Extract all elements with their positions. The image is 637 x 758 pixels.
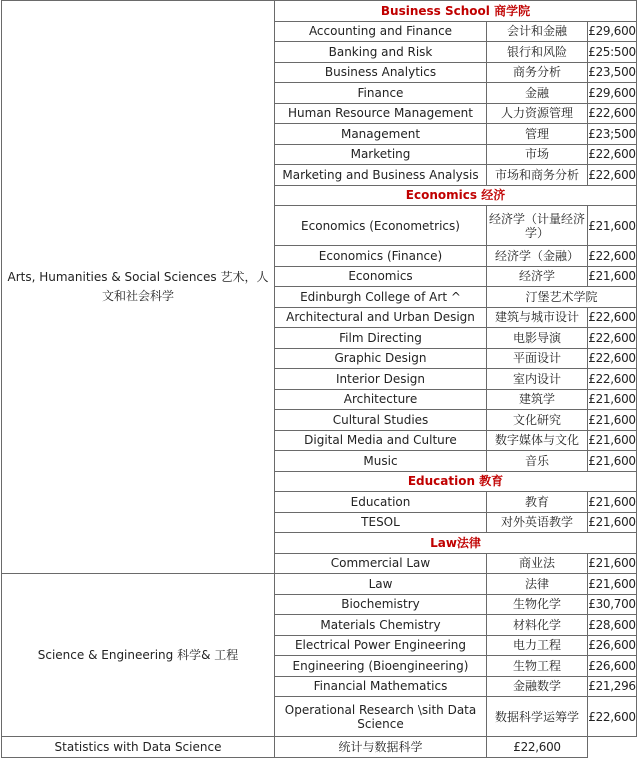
table-row: [2, 574, 637, 595]
category-cell: Science & Engineering 科学& 工程: [2, 574, 275, 737]
program-name-cn: 对外英语教学: [487, 512, 588, 533]
program-name: Music: [275, 451, 487, 472]
program-name: Electrical Power Engineering: [275, 635, 487, 656]
program-name-cn: 生物化学: [487, 594, 588, 615]
tuition-fee: £22,600: [487, 737, 588, 758]
tuition-fee: £21,600: [588, 574, 637, 595]
program-name-cn: 电力工程: [487, 635, 588, 656]
tuition-fee-table: [1, 0, 637, 758]
program-name: Operational Research \sith Data Science: [275, 697, 487, 737]
tuition-fee: £23,500: [588, 62, 637, 83]
program-name: Film Directing: [275, 328, 487, 349]
program-name: Commercial Law: [275, 553, 487, 574]
program-name-cn: 文化研究: [487, 410, 588, 431]
tuition-fee: £22,600: [588, 144, 637, 165]
program-name-cn: 汀堡艺术学院: [487, 287, 637, 308]
program-name: Economics (Econometrics): [275, 206, 487, 246]
section-title: Business School 商学院: [275, 1, 637, 22]
tuition-fee: £26,600: [588, 635, 637, 656]
program-name: Materials Chemistry: [275, 615, 487, 636]
tuition-fee: £22,600: [588, 307, 637, 328]
program-name: Edinburgh College of Art ^: [275, 287, 487, 308]
program-name-cn: 材料化学: [487, 615, 588, 636]
program-name-cn: 平面设计: [487, 348, 588, 369]
program-name: Financial Mathematics: [275, 676, 487, 697]
tuition-fee: £22,600: [588, 369, 637, 390]
program-name: Cultural Studies: [275, 410, 487, 431]
tuition-fee: £21,600: [588, 553, 637, 574]
tuition-fee: £21,600: [588, 206, 637, 246]
program-name: Marketing: [275, 144, 487, 165]
tuition-fee: £26,600: [588, 656, 637, 677]
tuition-fee: £25:500: [588, 42, 637, 63]
tuition-fee: £22,600: [588, 328, 637, 349]
tuition-fee: £22,600: [588, 348, 637, 369]
program-name: Management: [275, 124, 487, 145]
tuition-fee: £28,600: [588, 615, 637, 636]
program-name: TESOL: [275, 512, 487, 533]
program-name: Architecture: [275, 389, 487, 410]
section-title: Economics 经济: [275, 185, 637, 206]
tuition-fee: £21,600: [588, 512, 637, 533]
program-name-cn: 室内设计: [487, 369, 588, 390]
program-name: Biochemistry: [275, 594, 487, 615]
program-name: Interior Design: [275, 369, 487, 390]
program-name-cn: 商务分析: [487, 62, 588, 83]
program-name: Finance: [275, 83, 487, 104]
program-name-cn: 金融: [487, 83, 588, 104]
program-name-cn: 经济学: [487, 266, 588, 287]
program-name: Graphic Design: [275, 348, 487, 369]
program-name: Economics (Finance): [275, 246, 487, 267]
program-name: Law: [275, 574, 487, 595]
section-title: Education 教育: [275, 471, 637, 492]
program-name: Banking and Risk: [275, 42, 487, 63]
program-name: Statistics with Data Science: [2, 737, 275, 758]
program-name-cn: 经济学（金融）: [487, 246, 588, 267]
program-name: Human Resource Management: [275, 103, 487, 124]
program-name: Accounting and Finance: [275, 21, 487, 42]
program-name-cn: 法律: [487, 574, 588, 595]
program-name-cn: 建筑学: [487, 389, 588, 410]
tuition-fee: £21,600: [588, 389, 637, 410]
program-name-cn: 市场: [487, 144, 588, 165]
program-name-cn: 统计与数据科学: [275, 737, 487, 758]
tuition-fee: £30,700: [588, 594, 637, 615]
program-name: Business Analytics: [275, 62, 487, 83]
program-name-cn: 教育: [487, 492, 588, 513]
program-name: Architectural and Urban Design: [275, 307, 487, 328]
tuition-fee: £21,600: [588, 451, 637, 472]
tuition-fee: £21,600: [588, 430, 637, 451]
program-name: Digital Media and Culture: [275, 430, 487, 451]
program-name-cn: 银行和风险: [487, 42, 588, 63]
tuition-fee: £29,600: [588, 83, 637, 104]
category-cell: Arts, Humanities & Social Sciences 艺术，人文和社会科学: [2, 1, 275, 574]
program-name-cn: 数据科学运筹学: [487, 697, 588, 737]
tuition-fee: £23;500: [588, 124, 637, 145]
program-name: Education: [275, 492, 487, 513]
tuition-fee: £22,600: [588, 165, 637, 186]
tuition-fee: £21,296: [588, 676, 637, 697]
tuition-fee: £22,600: [588, 246, 637, 267]
program-name-cn: 人力资源管理: [487, 103, 588, 124]
program-name-cn: 数字媒体与文化: [487, 430, 588, 451]
section-header-row: [2, 1, 637, 22]
program-name-cn: 管理: [487, 124, 588, 145]
program-name-cn: 经济学（计量经济学）: [487, 206, 588, 246]
tuition-fee: £21,600: [588, 492, 637, 513]
tuition-fee: £22,600: [588, 103, 637, 124]
tuition-fee: £29,600: [588, 21, 637, 42]
section-title: Law法律: [275, 533, 637, 554]
program-name-cn: 生物工程: [487, 656, 588, 677]
program-name-cn: 建筑与城市设计: [487, 307, 588, 328]
tuition-fee: £21,600: [588, 410, 637, 431]
program-name-cn: 电影导演: [487, 328, 588, 349]
program-name-cn: 商业法: [487, 553, 588, 574]
program-name-cn: 会计和金融: [487, 21, 588, 42]
program-name-cn: 金融数学: [487, 676, 588, 697]
program-name-cn: 音乐: [487, 451, 588, 472]
program-name: Engineering (Bioengineering): [275, 656, 487, 677]
program-name: Marketing and Business Analysis: [275, 165, 487, 186]
tuition-fee: £22,600: [588, 697, 637, 737]
program-name-cn: 市场和商务分析: [487, 165, 588, 186]
program-name: Economics: [275, 266, 487, 287]
tuition-fee: £21,600: [588, 266, 637, 287]
